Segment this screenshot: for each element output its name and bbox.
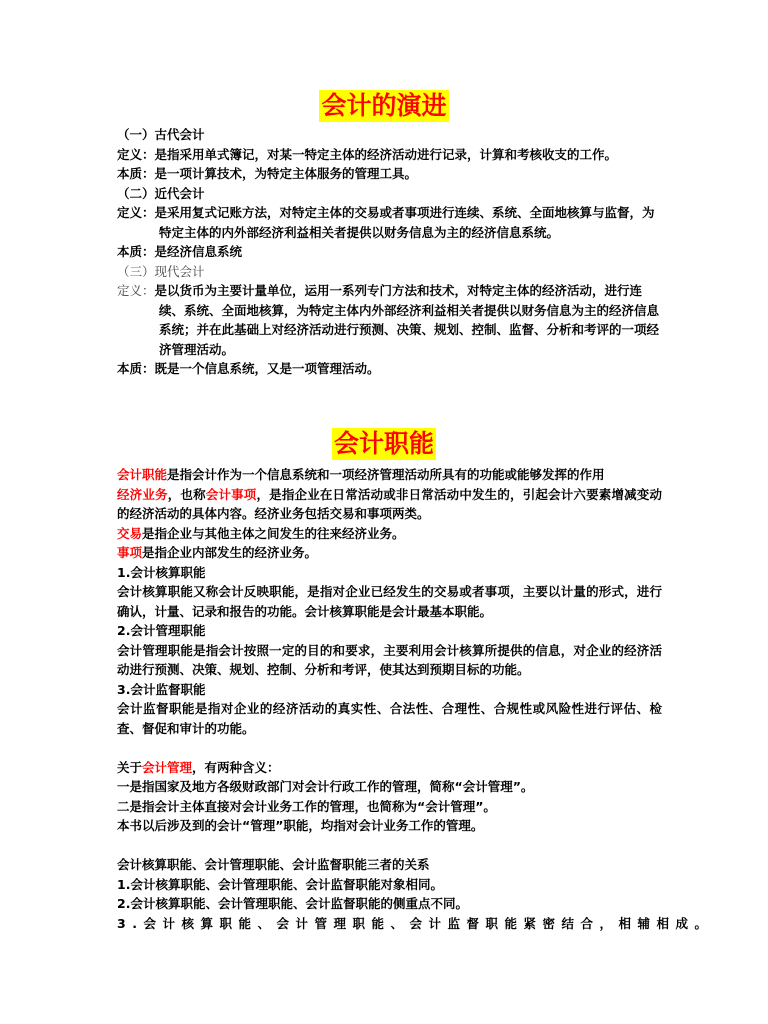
contemporary-definition xyxy=(117,281,662,359)
spacer xyxy=(117,836,662,856)
function2-heading: 2.会计管理职能 xyxy=(117,623,206,638)
modern-heading: （二）近代会计 xyxy=(117,185,205,201)
relation-heading: 会计核算职能、会计管理职能、会计监督职能三者的关系 xyxy=(117,857,430,872)
modern-definition-label: 定义： xyxy=(117,205,155,220)
ancient-essence-label: 本质： xyxy=(117,166,155,181)
management-note: 本书以后涉及到的会计“管理”职能，均指对会计业务工作的管理。 xyxy=(117,818,484,833)
management-meaning2: 二是指会计主体直接对会计业务工作的管理，也简称为“会计管理”。 xyxy=(117,798,496,814)
intro-transaction-definition xyxy=(117,524,662,544)
section2-title: 会计职能 xyxy=(333,429,434,458)
section2-title-wrap xyxy=(0,428,768,460)
management-intro xyxy=(117,758,662,778)
contemporary-essence-label: 本质： xyxy=(117,361,155,376)
intro-business-definition xyxy=(117,485,662,524)
modern-essence xyxy=(117,242,662,262)
ancient-essence-text: 是一项计算技术，为特定主体服务的管理工具。 xyxy=(154,166,418,181)
intro-function-definition xyxy=(117,465,662,485)
relation-point1: 1.会计核算职能、会计管理职能、会计监督职能对象相同。 xyxy=(117,876,443,892)
contemporary-definition-text: 是以货币为主要计量单位，运用一系列专门方法和技术，对特定主体的经济活动，进行连续、系统、全面地核算，为特定主体内外部经济利益相关者提供以财务信息为主的经济信息系统；并在此基础上对经济活动进行预测、决策、规划、控制、监督、分析和考评的一项经济管理活动。 xyxy=(154,283,660,357)
function3-body: 会计监督职能是指对企业的经济活动的真实性、合法性、合理性、合规性或风险性进行评估、检查、督促和审计的功能。 xyxy=(117,701,662,736)
relation-point2: 2.会计核算职能、会计管理职能、会计监督职能的侧重点不同。 xyxy=(117,896,468,911)
modern-definition-text: 是采用复式记账方法，对特定主体的交易或者事项进行连续、系统、全面地核算与监督，为特定主体的内外部经济利益相关者提供以财务信息为主的经济信息系统。 xyxy=(154,205,655,240)
function3-heading: 3.会计监督职能 xyxy=(117,681,206,697)
spacer xyxy=(117,738,662,758)
management-meaning1: 一是指国家及地方各级财政部门对会计行政工作的管理，简称“会计管理”。 xyxy=(117,779,534,794)
term-accounting-management: 会计管理 xyxy=(142,759,193,775)
intro-text1: 是指会计作为一个信息系统和一项经济管理活动所具有的功能或能够发挥的作用 xyxy=(167,467,605,482)
ancient-essence xyxy=(117,164,662,184)
intro-text2a: ，也称 xyxy=(167,486,206,502)
contemporary-definition-label: 定义： xyxy=(117,283,155,298)
contemporary-essence xyxy=(117,359,662,379)
management-prefix: 关于 xyxy=(117,759,143,775)
function1-heading: 1.会计核算职能 xyxy=(117,564,206,580)
management-suffix: ，有两种含义： xyxy=(192,759,280,775)
term-economic-business: 经济业务 xyxy=(117,486,168,502)
ancient-definition xyxy=(117,145,662,165)
function1-body: 会计核算职能又称会计反映职能，是指对企业已经发生的交易或者事项，主要以计量的形式，进行确认，计量、记录和报告的功能。会计核算职能是会计最基本职能。 xyxy=(117,584,662,619)
ancient-definition-label: 定义： xyxy=(117,146,155,162)
modern-essence-text: 是经济信息系统 xyxy=(154,244,243,259)
section2-body xyxy=(117,465,714,933)
term-accounting-function: 会计职能 xyxy=(117,467,168,482)
contemporary-essence-text: 既是一个信息系统，又是一项管理活动。 xyxy=(154,361,380,376)
ancient-heading: （一）古代会计 xyxy=(117,127,205,142)
intro-matter-definition xyxy=(117,543,662,563)
section1-title-wrap xyxy=(0,90,768,122)
modern-essence-label: 本质： xyxy=(117,244,155,259)
modern-definition xyxy=(117,203,662,242)
ancient-definition-text: 是指采用单式簿记，对某一特定主体的经济活动进行记录，计算和考核收支的工作。 xyxy=(154,146,618,162)
term-accounting-matter: 会计事项 xyxy=(205,486,257,502)
contemporary-heading: （三）现代会计 xyxy=(117,263,205,279)
intro-text4: 是指企业内部发生的经济业务。 xyxy=(142,545,318,560)
intro-text3: 是指企业与其他主体之间发生的往来经济业务。 xyxy=(142,525,405,541)
section1-body xyxy=(117,125,662,379)
term-transaction: 交易 xyxy=(117,525,143,541)
function2-body: 会计管理职能是指会计按照一定的目的和要求，主要利用会计核算所提供的信息，对企业的经济活动进行预测、决策、规划、控制、分析和考评，使其达到预期目标的功能。 xyxy=(117,642,662,677)
relation-point3: 3.会计核算职能、会计管理职能、会计监督职能紧密结合，相辅相成。 xyxy=(117,915,714,931)
section1-title: 会计的演进 xyxy=(321,91,447,120)
intro-text2b: ，是指企业在日常活动或非日常活动中发生的，引起会计六要素增减变动的经济活动的具体内容。经济业务包括交易和事项两类。 xyxy=(117,486,662,521)
term-matter: 事项 xyxy=(117,545,143,560)
